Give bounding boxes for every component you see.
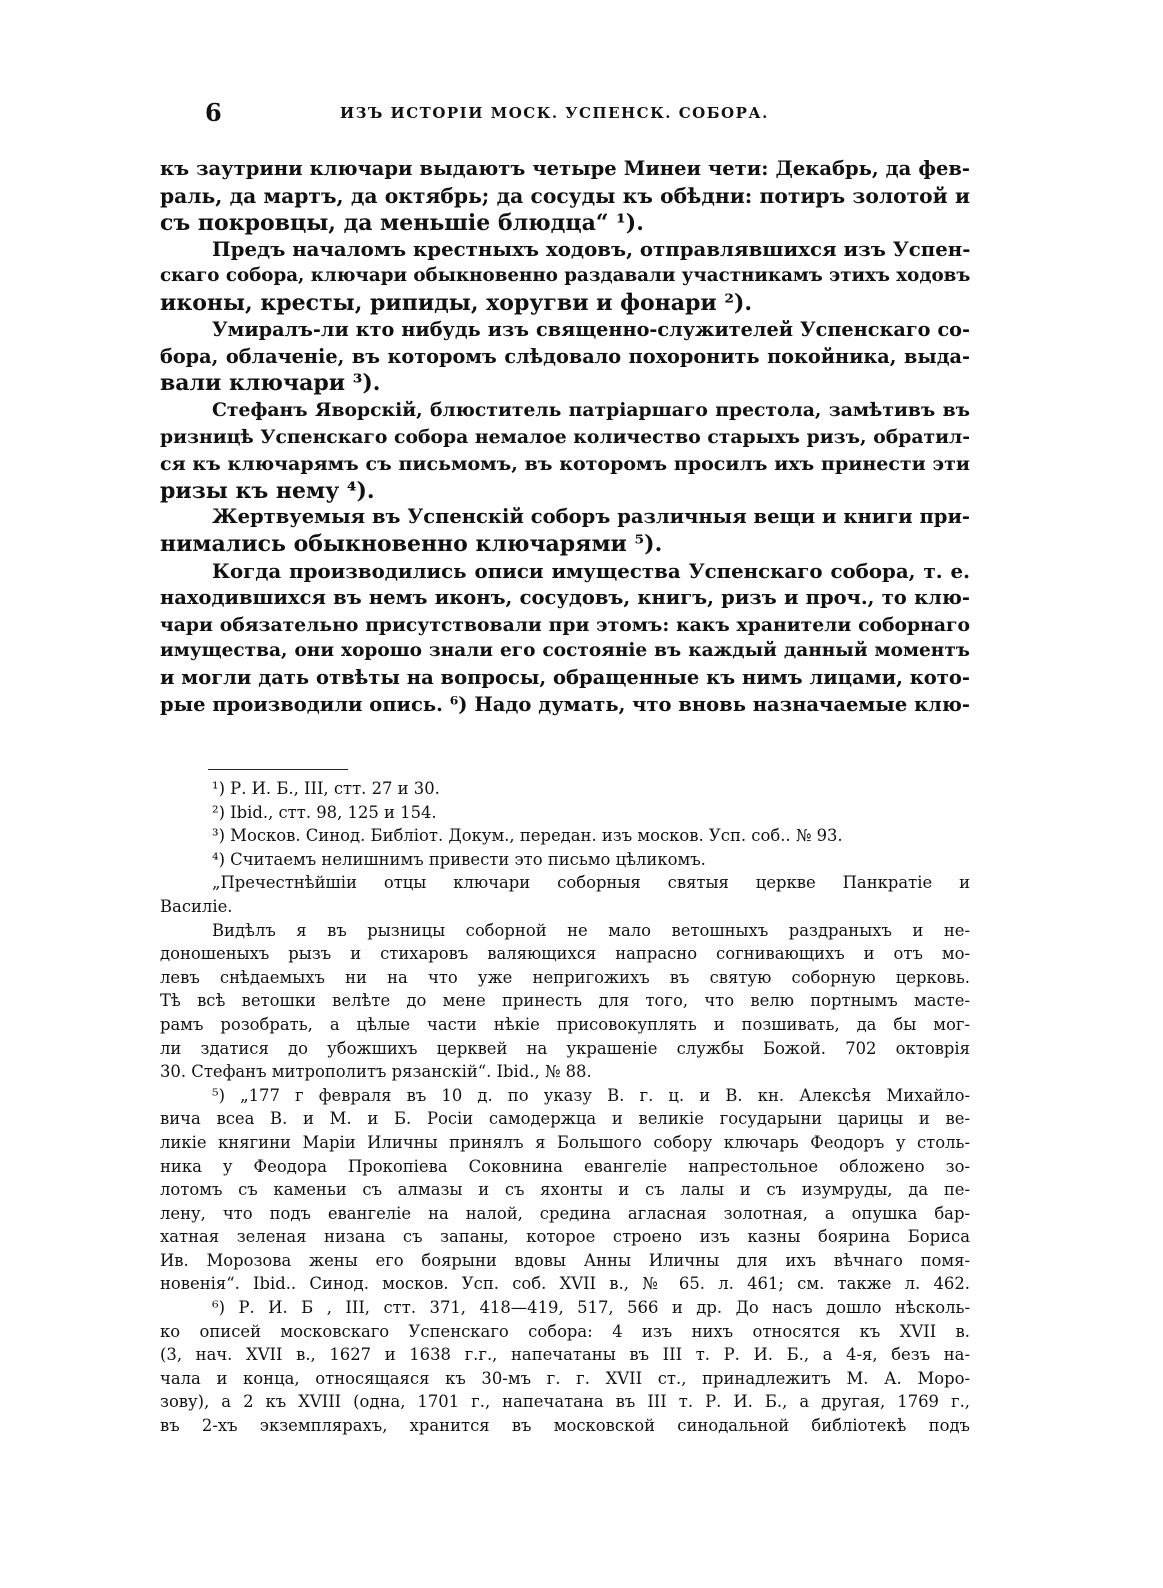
body-line: Когда производились описи имущества Успенскаго собора, т. е. bbox=[212, 558, 970, 583]
body-text bbox=[160, 156, 970, 719]
footnote-line: ли здатися до убожшихъ церквей на украшеніе службы Божой. 702 октоврія bbox=[160, 1038, 970, 1058]
body-line: имущества, они хорошо знали его состояніе въ каждый данный моментъ bbox=[160, 640, 970, 662]
body-line: Предъ началомъ крестныхъ ходовъ, отправлявшихся изъ Успен- bbox=[212, 237, 971, 262]
footnote-line: лену, что подъ евангеліе на налой, средина агласная золотная, а опушка бар- bbox=[160, 1203, 970, 1223]
footnote-line: ³) Москов. Синод. Библіот. Докум., передан. изъ москов. Усп. соб.. № 93. bbox=[212, 826, 843, 846]
footnote-line: лотомъ съ каменьи съ алмазы и съ яхонты и съ лалы и съ изумруды, да пе- bbox=[160, 1180, 970, 1200]
body-line: Стефанъ Яворскій, блюститель патріаршаго престола, замѣтивъ въ bbox=[212, 399, 970, 422]
footnote-line: Ив. Морозова жены его боярыни вдовы Анны Иличны для ихъ вѣчнаго помя- bbox=[160, 1250, 970, 1270]
footnote-line: (3, нач. XVII в., 1627 и 1638 г.г., напечатаны въ III т. Р. И. Б., а 4-я, безъ на- bbox=[160, 1345, 970, 1365]
footnote-line: ²) Ibid., стт. 98, 125 и 154. bbox=[212, 802, 437, 822]
body-line: находившихся въ немъ иконъ, сосудовъ, книгъ, ризъ и проч., то клю- bbox=[160, 585, 970, 609]
body-line: скаго собора, ключари обыкновенно раздавали участникамъ этихъ ходовъ bbox=[160, 265, 971, 287]
running-head bbox=[205, 98, 970, 132]
footnote-line: Видѣлъ я въ рызницы соборной не мало ветошныхъ раздраныхъ и не- bbox=[212, 920, 970, 940]
footnote-line: чала и конца, относящаяся къ 30-мъ г. г. XVII ст., принадлежитъ М. А. Моро- bbox=[160, 1368, 970, 1388]
footnote-line: ⁵) „177 г февраля въ 10 д. по указу В. г. ц. и В. кн. Алексѣя Михайло- bbox=[212, 1085, 970, 1105]
body-line: Умиралъ-ли кто нибудь изъ священно-служителей Успенскаго со- bbox=[212, 317, 970, 341]
running-title: ИЗЪ ИСТОРІИ МОСК. УСПЕНСК. СОБОРА. bbox=[340, 104, 769, 122]
footnote-line: „Пречестнѣйшіи отцы ключари соборныя святыя церкве Панкратіе и bbox=[212, 873, 970, 893]
body-line: чари обязательно присутствовали при этомъ: какъ хранители соборнаго bbox=[160, 613, 970, 636]
body-line: къ заутрини ключари выдаютъ четыре Минеи чети: Декабрь, да фев- bbox=[160, 157, 970, 180]
footnotes bbox=[160, 777, 970, 1438]
footnote-line: ⁶) Р. И. Б , III, стт. 371, 418—419, 517, 566 и др. До насъ дошло нѣсколь- bbox=[212, 1298, 970, 1318]
footnote-line: рамъ розобрать, а цѣлые части нѣкіе присовокуплять и позшивать, да бы мог- bbox=[160, 1014, 970, 1034]
footnote-line: ¹) Р. И. Б., III, стт. 27 и 30. bbox=[212, 779, 440, 798]
footnote-line: въ 2-хъ экземплярахъ, хранится въ московской синодальной библіотекѣ подъ bbox=[160, 1416, 970, 1436]
body-line: и могли дать отвѣты на вопросы, обращенные къ нимъ лицами, кото- bbox=[160, 666, 970, 690]
footnote-line: ко описей московскаго Успенскаго собора: 4 изъ нихъ относятся къ XVII в. bbox=[160, 1321, 970, 1341]
body-line: ризы къ нему ⁴). bbox=[160, 477, 375, 504]
body-line: ризницѣ Успенскаго собора немалое количество старыхъ ризъ, обратил- bbox=[160, 425, 970, 448]
footnote-line: хатная зеленая низана съ запаны, которое строено изъ казны боярина Бориса bbox=[160, 1227, 970, 1247]
footnote-line: новенія“. Ibid.. Синод. москов. Усп. соб. XVII в., № 65. л. 461; см. также л. 462. bbox=[160, 1274, 970, 1294]
body-line: Жертвуемыя въ Успенскій соборъ различныя вещи и книги при- bbox=[212, 505, 970, 529]
footnote-line: ликіе княгини Маріи Иличны принялъ я Большого собору ключарь Феодоръ у столь- bbox=[160, 1132, 970, 1152]
footnote-line: ⁴) Считаемъ нелишнимъ привести это письмо цѣликомъ. bbox=[212, 849, 706, 869]
footnote-divider bbox=[208, 769, 348, 770]
body-line: иконы, кресты, рипиды, хоругви и фонари ²). bbox=[160, 289, 753, 316]
body-line: бора, облаченіе, въ которомъ слѣдовало похоронить покойника, выда- bbox=[160, 344, 970, 368]
body-line: ся къ ключарямъ съ письмомъ, въ которомъ просилъ ихъ принести эти bbox=[160, 452, 970, 475]
footnote-line: 30. Стефанъ митрополитъ рязанскій“. Ibid., № 88. bbox=[160, 1062, 592, 1082]
body-line: вали ключари ³). bbox=[160, 370, 381, 397]
footnote-line: вича всеа В. и М. и Б. Росіи самодержца и великіе государыни царицы и ве- bbox=[160, 1109, 970, 1129]
body-line: рые производили опись. ⁶) Надо думать, что вновь назначаемые клю- bbox=[160, 692, 970, 716]
footnote-line: зову), а 2 къ XVIII (одна, 1701 г., напечатана въ III т. Р. И. Б., а другая, 1769 г., bbox=[160, 1392, 970, 1412]
footnote-line: левъ снѣдаемыхъ ни на что уже непригожихъ въ святую соборную церковь. bbox=[160, 967, 970, 987]
footnote-line: Василіе. bbox=[160, 896, 233, 916]
page-number: 6 bbox=[205, 98, 222, 127]
footnote-line: ника у Феодора Прокопіева Соковнина евангеліе напрестольное обложено зо- bbox=[160, 1156, 970, 1176]
footnote-line: Тѣ всѣ ветошки велѣте до мене принесть для того, что велю портнымъ масте- bbox=[160, 991, 970, 1011]
footnote-line: доношеныхъ рызъ и стихаровъ валяющихся напрасно согнивающихъ и отъ мо- bbox=[160, 944, 970, 964]
body-line: раль, да мартъ, да октябрь; да сосуды къ обѣдни: потиръ золотой и bbox=[160, 183, 970, 208]
body-line: съ покровцы, да меньшіе блюдца“ ¹). bbox=[160, 209, 644, 236]
body-line: нимались обыкновенно ключарями ⁵). bbox=[160, 531, 663, 558]
